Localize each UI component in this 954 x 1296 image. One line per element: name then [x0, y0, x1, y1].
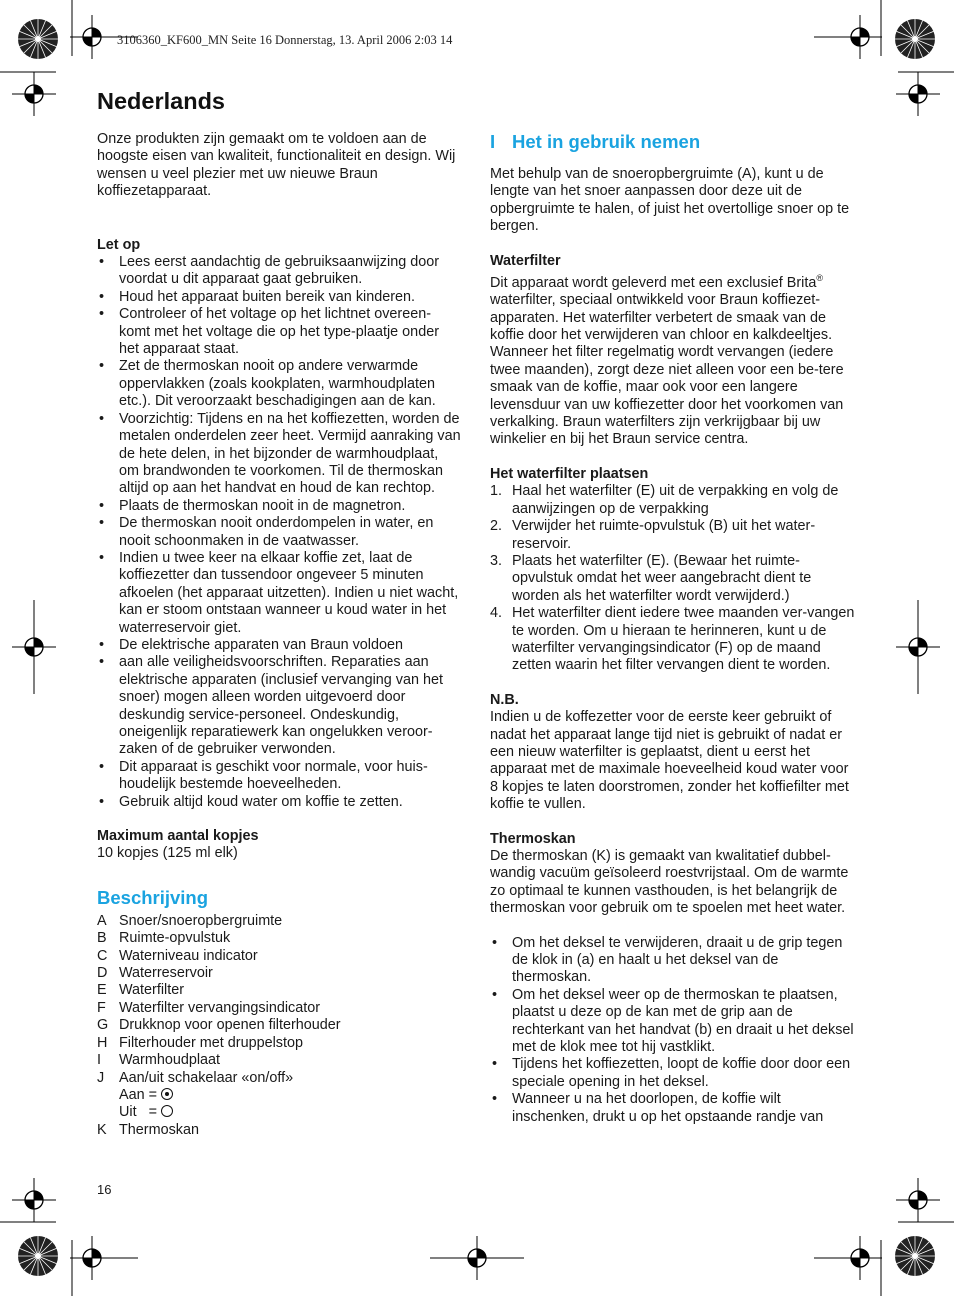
plaatsen-steps: [490, 483, 856, 674]
list-item: • Zet de thermoskan nooit op andere verwarmde oppervlakken (zoals kookplaten, warmhoudplaten etc.). Dit veroorzaakt beschadigingen aan de kan.: [97, 358, 462, 410]
waterfilter-text-1: Dit apparaat wordt geleverd met een exclusief Brita: [490, 274, 817, 291]
off-label: Uit =: [119, 1104, 157, 1121]
part-text: Thermoskan: [119, 1121, 199, 1138]
part-text: Aan/uit schakelaar «on/off»: [119, 1069, 294, 1086]
step-number: 1.: [490, 483, 503, 500]
page-title: Nederlands: [97, 88, 225, 114]
part-letter: B: [97, 930, 107, 947]
list-item: • Dit apparaat is geschikt voor normale, voor huis-houdelijk bestemde hoeveelheden.: [97, 759, 462, 794]
list-item: • Tijdens het koffiezetten, loopt de koffie door door een speciale opening in het deksel.: [490, 1056, 856, 1091]
beschrijving-heading: Beschrijving: [97, 886, 209, 908]
waterfilter-text-2: waterfilter, speciaal ontwikkeld voor Braun koffiezet-apparaten. Het waterfilter verbetert de smaak van de koffie door het verwijderen van chloor en kalkdeeltjes. Wanneer het filter regelmatig wordt vervangen (iedere twee maanden), zorgt deze niet alleen voor een be-tere smaak van de koffie, maar ook voor een langere levensduur van uw koffiezetter door het voorkomen van verkalking. Braun waterfilters zijn verkrijgbaar bij uw winkelier en bij het Braun service centra.: [490, 292, 844, 448]
step-number: 4.: [490, 605, 503, 622]
plaatsen-heading: Het waterfilter plaatsen: [490, 465, 649, 482]
list-item: [97, 1052, 462, 1069]
part-letter: J: [97, 1069, 105, 1086]
list-item: [490, 483, 856, 518]
off-state-row: [97, 1104, 462, 1121]
list-item: • Wanneer u na het doorlopen, de koffie wilt inschenken, drukt u op het opstaande randje van: [490, 1091, 856, 1126]
part-letter: G: [97, 1017, 109, 1034]
let-op-heading: Let op: [97, 236, 141, 253]
waterfilter-paragraph: [490, 270, 856, 449]
list-item: [97, 1035, 462, 1052]
part-letter: H: [97, 1034, 108, 1051]
list-item: [490, 518, 856, 553]
step-text: Haal het waterfilter (E) uit de verpakking en volg de aanwijzingen op de verpakking: [512, 483, 839, 517]
list-item: • Voorzichtig: Tijdens en na het koffiezetten, worden de metalen onderdelen zeer heet. Vermijd aanraking van de hete delen, in het bijzonder de warmhoudplaat, om brandwonden te voorkomen. Til de thermoskan altijd op aan het handvat en houd de kan rechtop.: [97, 411, 462, 498]
part-letter: D: [97, 965, 108, 982]
list-item: • Lees eerst aandachtig de gebruiksaanwijzing door voordat u dit apparaat gaat gebruiken.: [97, 254, 462, 289]
part-text: Waterreservoir: [119, 965, 213, 982]
list-item: [97, 982, 462, 999]
max-cups-text: 10 kopjes (125 ml elk): [97, 845, 238, 862]
step-number: 2.: [490, 518, 503, 535]
parts-list-k: [97, 1122, 462, 1139]
intro-paragraph: Onze produkten zijn gemaakt om te voldoen aan de hoogste eisen van kwaliteit, functionaliteit en design. Wij wensen u veel plezier met uw nieuwe Braun koffiezetapparaat.: [97, 131, 456, 200]
part-text: Waterfilter vervangingsindicator: [119, 999, 321, 1016]
list-item: [97, 913, 462, 930]
part-text: Waterniveau indicator: [119, 947, 258, 964]
list-item: [97, 965, 462, 982]
page-number: 16: [97, 1182, 112, 1197]
on-state-row: [97, 1087, 462, 1104]
section-number: I: [490, 131, 496, 152]
list-item: [490, 553, 856, 605]
thermoskan-heading: Thermoskan: [490, 830, 576, 847]
list-item: • Controleer of het voltage op het lichtnet overeen-komt met het voltage die op het type-plaatje onder het apparaat staat.: [97, 306, 462, 358]
part-letter: I: [97, 1052, 101, 1069]
part-text: Waterfilter: [119, 982, 185, 999]
list-item: • De thermoskan nooit onderdompelen in water, en nooit schoonmaken in de vaatwasser.: [97, 515, 462, 550]
print-header: 3106360_KF600_MN Seite 16 Donnerstag, 13. April 2006 2:03 14: [117, 33, 453, 47]
part-letter: F: [97, 999, 106, 1016]
step-text: Het waterfilter dient iedere twee maanden ver-vangen te worden. Om u hieraan te herinneren, kunt u de waterfilter vervangingsindicator (F) op de maand zetten waarin het filter vervangen dient te worden.: [512, 605, 855, 674]
nb-paragraph: Indien u de koffezetter voor de eerste keer gebruikt of nadat het apparaat lange tijd niet is gebruikt of nadat er een nieuw waterfilter is geplaatst, dient u eerst het apparaat met de maximale hoeveelheid koud water voor 8 kopjes te laten doorstromen, zonder het koffiefilter met koffie te vullen.: [490, 709, 849, 813]
step-text: Plaats het waterfilter (E). (Bewaar het ruimte-opvulstuk omdat het weer aangebracht dient te worden als het waterfilter wordt verwijderd.): [512, 552, 812, 604]
step-number: 3.: [490, 552, 503, 569]
list-item: • Gebruik altijd koud water om koffie te zetten.: [97, 794, 462, 811]
section-title-text: Het in gebruik nemen: [512, 131, 701, 152]
in-gebruik-heading: [490, 131, 856, 153]
on-label: Aan =: [119, 1086, 158, 1103]
right-column: [490, 131, 856, 1126]
list-item: [97, 1000, 462, 1017]
on-symbol-icon: [161, 1088, 173, 1100]
list-item: • aan alle veiligheidsvoorschriften. Reparaties aan elektrische apparaten (inclusief vervanging van het snoer) mogen alleen worden uitgevoerd door deskundig service-personeel. Ondeskundig, oneigenlijk reparatiewerk kan ongelukken veroor-zaken of de gebruiker verwonden.: [97, 654, 462, 758]
waterfilter-heading: Waterfilter: [490, 252, 561, 269]
list-item: • Plaats de thermoskan nooit in de magnetron.: [97, 498, 462, 515]
part-letter: K: [97, 1121, 107, 1138]
list-item: • Houd het apparaat buiten bereik van kinderen.: [97, 289, 462, 306]
let-op-list: [97, 254, 462, 811]
part-letter: E: [97, 982, 107, 999]
snoer-paragraph: Met behulp van de snoeropbergruimte (A), kunt u de lengte van het snoer aanpassen door deze uit de opbergruimte te halen, of juist het overtollige snoer op te bergen.: [490, 166, 850, 235]
part-letter: C: [97, 947, 108, 964]
list-item: [97, 948, 462, 965]
list-item: [97, 1122, 462, 1139]
nb-heading: N.B.: [490, 691, 519, 708]
list-item: • Om het deksel te verwijderen, draait u de grip tegen de klok in (a) en haalt u het deksel van de thermoskan.: [490, 935, 856, 987]
part-letter: A: [97, 912, 107, 929]
max-cups-heading: Maximum aantal kopjes: [97, 828, 259, 845]
list-item: • De elektrische apparaten van Braun voldoen: [97, 637, 462, 654]
step-text: Verwijder het ruimte-opvulstuk (B) uit het water-reservoir.: [512, 518, 816, 552]
thermoskan-list: [490, 935, 856, 1126]
part-text: Ruimte-opvulstuk: [119, 930, 231, 947]
parts-list: [97, 913, 462, 1087]
list-item: • Indien u twee keer na elkaar koffie zet, laat de koffiezetter dan tussendoor ongeveer 5 minuten afkoelen (het apparaat uitzetten). Indien u niet wacht, kan er stoom ontstaan wanneer u koud water in het waterreservoir giet.: [97, 550, 462, 637]
registered-mark: ®: [816, 273, 823, 284]
list-item: [97, 930, 462, 947]
part-text: Snoer/snoeropbergruimte: [119, 912, 283, 929]
thermoskan-paragraph: De thermoskan (K) is gemaakt van kwalitatief dubbel-wandig vacuüm geïsoleerd roestvrijstaal. Om de warmte zo optimaal te kunnen vasthouden, is het belangrijk de thermoskan voor gebruik om te spoelen met heet water.: [490, 848, 849, 917]
list-item: [97, 1017, 462, 1034]
off-symbol-icon: [161, 1105, 173, 1117]
part-text: Drukknop voor openen filterhouder: [119, 1017, 341, 1034]
part-text: Filterhouder met druppelstop: [119, 1034, 303, 1051]
list-item: [490, 605, 856, 675]
part-text: Warmhoudplaat: [119, 1052, 221, 1069]
list-item: [97, 1070, 462, 1087]
list-item: • Om het deksel weer op de thermoskan te plaatsen, plaatst u deze op de kan met de grip aan de rechterkant van het handvat (b) en draait u het deksel met de klok mee tot hij vastklikt.: [490, 987, 856, 1057]
left-column: [97, 131, 462, 1139]
